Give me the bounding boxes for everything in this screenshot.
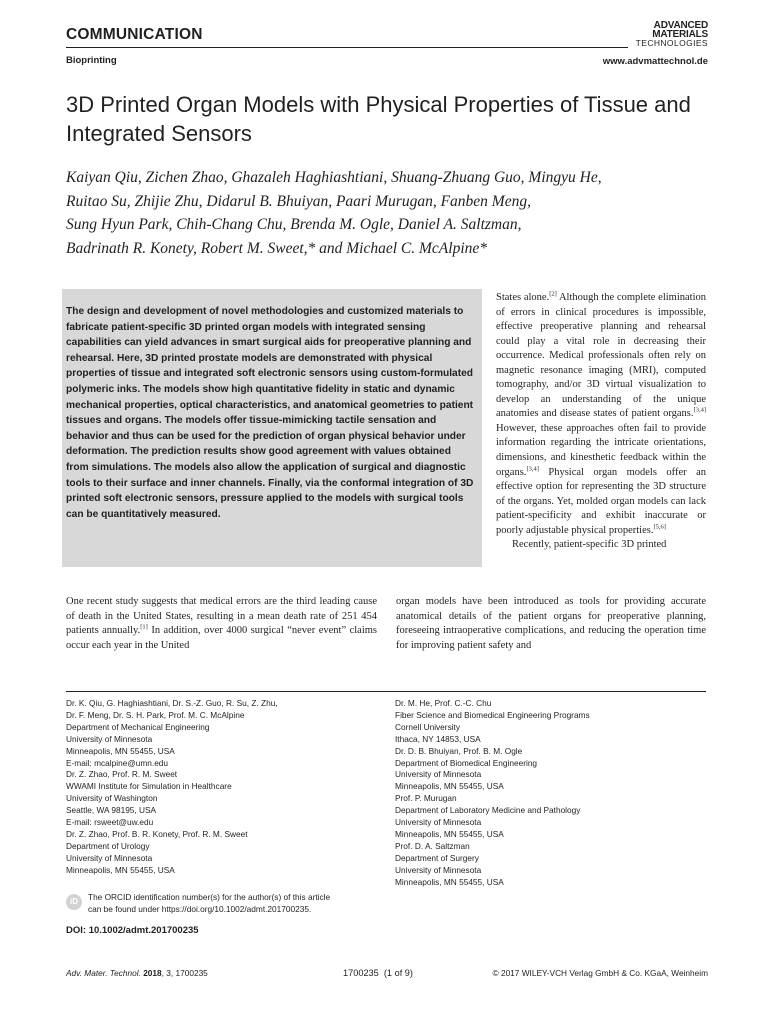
author-line: Ruitao Su, Zhijie Zhu, Didarul B. Bhuiyan, Paari Murugan, Fanben Meng, bbox=[66, 192, 531, 210]
author-line: Badrinath R. Konety, Robert M. Sweet,* and Michael C. McAlpine* bbox=[66, 239, 488, 257]
citation[interactable]: [5,6] bbox=[653, 523, 666, 531]
body-paragraph: States alone.[2] Although the complete elimination of errors in clinical procedures is impossible, effective preoperative planning and rehearsal could play a vital role in decreasing their occurrence. Medical professionals often rely on magnetic resonance imaging (MRI), computed tomography, and/or 3D virtual visualization to develop an understanding of the unique anatomies and disease states of patient organs.[3,4] However, these approaches often fail to provide information regarding the intricate orientations, dimensions, and kinesthetic feedback within the organs.[3,4] Physical organ models offer an effective option for representing the 3D structure of the organs. Yet, molded organ models can lack patient-specificity and exhibit inaccurate or poorly adjustable physical properties.[5,6] bbox=[496, 290, 706, 536]
journal-logo bbox=[588, 21, 708, 48]
affiliation-line: Department of Laboratory Medicine and Pathology bbox=[395, 805, 581, 816]
body-right-column-top bbox=[496, 291, 706, 553]
orcid-note-link[interactable]: can be found under https://doi.org/10.1002/admt.201700235. bbox=[88, 903, 312, 914]
affiliation-line: Dr. F. Meng, Dr. S. H. Park, Prof. M. C. McAlpine bbox=[66, 709, 245, 720]
affiliations-right bbox=[395, 698, 715, 889]
affiliations-left bbox=[66, 698, 386, 877]
affiliation-line: Department of Surgery bbox=[395, 852, 479, 863]
footer-journal: Adv. Mater. Technol. bbox=[66, 968, 141, 978]
citation[interactable]: [3,4] bbox=[693, 406, 706, 414]
affiliation-line: Department of Biomedical Engineering bbox=[395, 757, 538, 768]
affiliation-divider bbox=[66, 691, 706, 692]
journal-url-link[interactable]: www.advmattechnol.de bbox=[602, 56, 708, 67]
affiliation-line: Minneapolis, MN 55455, USA bbox=[66, 864, 175, 875]
affiliation-line: Cornell University bbox=[395, 721, 461, 732]
affiliation-line: Minneapolis, MN 55455, USA bbox=[66, 745, 175, 756]
affiliation-line: Dr. K. Qiu, G. Haghiashtiani, Dr. S.-Z. Guo, R. Su, Z. Zhu, bbox=[66, 698, 278, 708]
body-left-column: One recent study suggests that medical errors are the third leading cause of death in the United States, resulting in a mean death rate of 251 454 patients annually.[1] In addition, over 4000 surgical “never event” claims occur each year in the United bbox=[66, 596, 377, 651]
affiliation-line: University of Minnesota bbox=[395, 769, 482, 780]
logo-line-3: TECHNOLOGIES bbox=[635, 38, 708, 48]
orcid-note-line: The ORCID identification number(s) for the author(s) of this article bbox=[88, 892, 331, 902]
affiliation-line: Minneapolis, MN 55455, USA bbox=[395, 781, 504, 792]
header-divider bbox=[66, 47, 628, 48]
affiliation-line: Minneapolis, MN 55455, USA bbox=[395, 876, 504, 887]
email-link[interactable]: E-mail: mcalpine@umn.edu bbox=[66, 757, 169, 768]
citation[interactable]: [2] bbox=[549, 290, 557, 298]
affiliation-line: Dr. M. He, Prof. C.-C. Chu bbox=[395, 698, 492, 708]
logo-line-2: MATERIALS bbox=[652, 29, 708, 40]
citation[interactable]: [1] bbox=[140, 623, 148, 631]
author-line: Kaiyan Qiu, Zichen Zhao, Ghazaleh Haghiashtiani, Shuang-Zhuang Guo, Mingyu He, bbox=[66, 169, 602, 186]
affiliation-line: Prof. D. A. Saltzman bbox=[395, 840, 470, 851]
orcid-note bbox=[88, 892, 408, 915]
doi-link[interactable]: DOI: 10.1002/admt.201700235 bbox=[66, 925, 199, 936]
subject-label: Bioprinting bbox=[66, 55, 117, 66]
body-right-column-bottom: organ models have been introduced as tools for providing accurate anatomical details of the patient organs for preoperative planning, foreseeing intraoperative complications, and reducing the operation time for improving patient safety and bbox=[396, 596, 706, 651]
affiliation-line: University of Minnesota bbox=[66, 733, 153, 744]
affiliation-line: Fiber Science and Biomedical Engineering Programs bbox=[395, 709, 590, 720]
footer-citation bbox=[66, 968, 208, 978]
copyright-notice: © 2017 WILEY-VCH Verlag GmbH & Co. KGaA, Weinheim bbox=[492, 968, 708, 978]
affiliation-line: University of Washington bbox=[66, 793, 158, 804]
footer-year: 2018 bbox=[143, 968, 162, 978]
affiliation-line: University of Minnesota bbox=[395, 817, 482, 828]
article-title: 3D Printed Organ Models with Physical Properties of Tissue and Integrated Sensors bbox=[66, 92, 691, 146]
abstract-text: The design and development of novel methodologies and customized materials to fabricate patient-specific 3D printed organ models with integrated sensing capabilities can yield advances in smart surgical aids for preoperative planning and rehearsal. Here, 3D printed prostate models are demonstrated with physical properties of tissue and integrated soft electronic sensors using custom-formulated polymeric inks. The models show high quantitative fidelity in static and dynamic mechanical properties, optical characteristics, and anatomical geometries to patient tissues and organs. The models offer tissue-mimicking tactile sensation and behavior and thus can be used for the prediction of organ physical behavior under deformation. The prediction results show good agreement with values obtained from simulations. The models also allow the application of surgical and diagnostic tools to their surface and inner channels. Finally, via the conformal integration of 3D printed soft electronic sensors, pressure applied to the models with surgical tools can be quantitatively measured. bbox=[66, 306, 474, 520]
footer-volume: , 3, 1700235 bbox=[161, 968, 208, 978]
affiliation-line: Ithaca, NY 14853, USA bbox=[395, 733, 481, 744]
affiliation-line: Prof. P. Murugan bbox=[395, 793, 457, 804]
citation[interactable]: [3,4] bbox=[526, 465, 539, 473]
affiliation-line: Dr. D. B. Bhuiyan, Prof. B. M. Ogle bbox=[395, 745, 523, 756]
email-link[interactable]: E-mail: rsweet@uw.edu bbox=[66, 817, 154, 828]
affiliation-line: Minneapolis, MN 55455, USA bbox=[395, 828, 504, 839]
affiliation-line: Department of Mechanical Engineering bbox=[66, 721, 210, 732]
affiliation-line: University of Minnesota bbox=[395, 864, 482, 875]
affiliation-line: University of Minnesota bbox=[66, 852, 153, 863]
body-paragraph: Recently, patient-specific 3D printed bbox=[512, 539, 667, 551]
logo-line-1: ADVANCED bbox=[653, 20, 708, 31]
author-list bbox=[66, 166, 716, 260]
section-label: COMMUNICATION bbox=[66, 26, 203, 43]
affiliation-line: Dr. Z. Zhao, Prof. B. R. Konety, Prof. R. M. Sweet bbox=[66, 828, 248, 839]
orcid-icon[interactable]: iD bbox=[66, 894, 82, 910]
page-number: 1700235 (1 of 9) bbox=[343, 968, 413, 978]
affiliation-line: Department of Urology bbox=[66, 840, 150, 851]
affiliation-line: WWAMI Institute for Simulation in Healthcare bbox=[66, 781, 232, 792]
author-line: Sung Hyun Park, Chih-Chang Chu, Brenda M. Ogle, Daniel A. Saltzman, bbox=[66, 216, 522, 233]
affiliation-line: Dr. Z. Zhao, Prof. R. M. Sweet bbox=[66, 769, 178, 780]
affiliation-line: Seattle, WA 98195, USA bbox=[66, 805, 157, 816]
